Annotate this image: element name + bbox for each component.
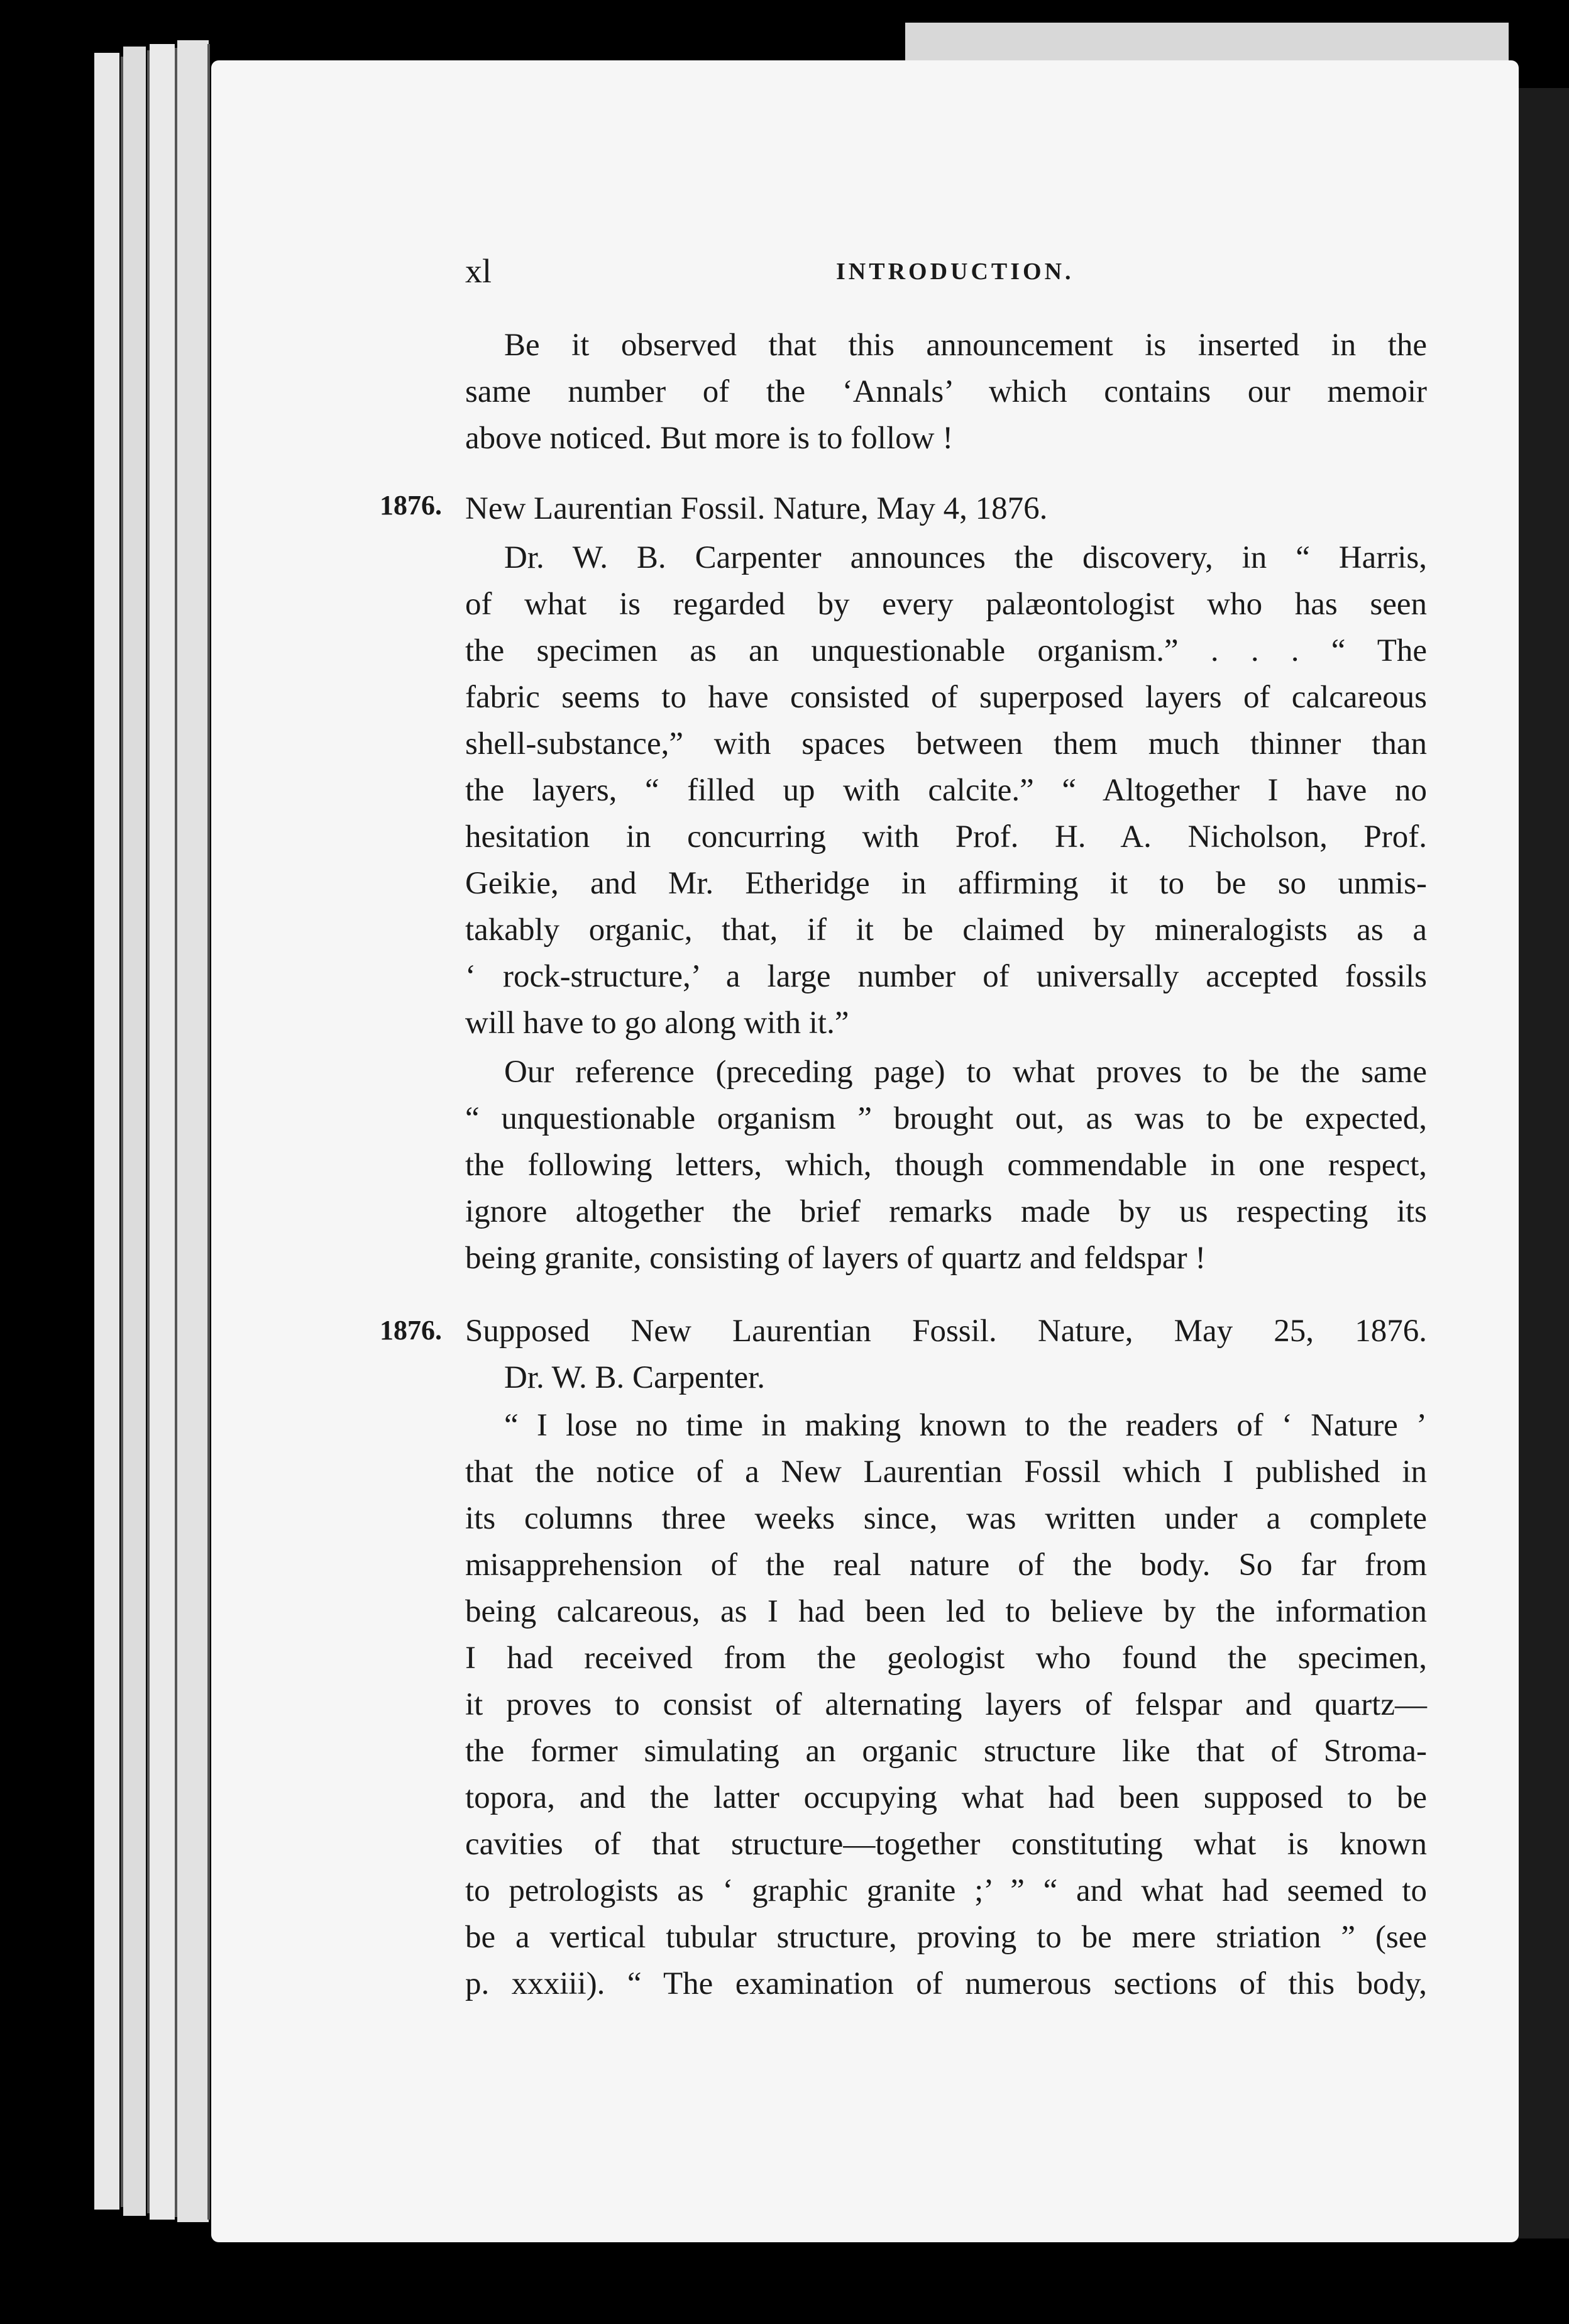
page-stack-line: [121, 57, 123, 2207]
text-line: Geikie, and Mr. Etheridge in affirming it to be so unmis-: [465, 866, 1427, 901]
text-line: topora, and the latter occupying what had been supposed to be: [465, 1780, 1427, 1815]
text-line: will have to go along with it.”: [465, 1005, 849, 1041]
text-line: p. xxxiii). “ The examination of numerous sections of this body,: [465, 1966, 1427, 2001]
text-line: Our reference (preceding page) to what proves to be the same: [504, 1054, 1427, 1090]
page-number: xl: [465, 252, 492, 290]
entry-author: Dr. W. B. Carpenter.: [504, 1360, 766, 1395]
page-stack-line: [147, 50, 150, 2213]
text-line: being granite, consisting of layers of quartz and feldspar !: [465, 1241, 1206, 1276]
text-line: the layers, “ filled up with calcite.” “ Altogether I have no: [465, 773, 1427, 808]
text-line: above noticed. But more is to follow !: [465, 421, 954, 456]
text-line: shell-substance,” with spaces between them much thinner than: [465, 726, 1427, 761]
text-line: Be it observed that this announcement is inserted in the: [504, 328, 1427, 363]
text-line: to petrologists as ‘ graphic granite ;’ ” “ and what had seemed to: [465, 1873, 1427, 1908]
text-line: hesitation in concurring with Prof. H. A. Nicholson, Prof.: [465, 819, 1427, 855]
entry-title: New Laurentian Fossil. Nature, May 4, 1876.: [465, 491, 1048, 526]
text-line: takably organic, that, if it be claimed by mineralogists as a: [465, 912, 1427, 948]
text-line: be a vertical tubular structure, proving to be mere striation ” (see: [465, 1920, 1427, 1955]
running-header: INTRODUCTION.: [836, 258, 1074, 285]
text-line: “ unquestionable organism ” brought out, as was to be expected,: [465, 1101, 1427, 1136]
text-line: the following letters, which, though commendable in one respect,: [465, 1148, 1427, 1183]
top-page-strip: [905, 23, 1509, 62]
text-line: Dr. W. B. Carpenter announces the discovery, in “ Harris,: [504, 540, 1427, 575]
text-line: misapprehension of the real nature of the body. So far from: [465, 1547, 1427, 1583]
text-line: being calcareous, as I had been led to believe by the information: [465, 1594, 1427, 1629]
entry-year: 1876.: [380, 1315, 442, 1346]
text-line: “ I lose no time in making known to the readers of ‘ Nature ’: [504, 1408, 1427, 1443]
page-stack-edge: [177, 40, 209, 2222]
entry-year: 1876.: [380, 490, 442, 521]
text-line: that the notice of a New Laurentian Fossil which I published in: [465, 1454, 1427, 1490]
text-line: ignore altogether the brief remarks made by us respecting its: [465, 1194, 1427, 1229]
page-stack-line: [207, 44, 210, 2220]
page-stack-edge: [123, 47, 146, 2216]
text-line: same number of the ‘Annals’ which contains our memoir: [465, 374, 1427, 409]
text-line: ‘ rock-structure,’ a large number of universally accepted fossils: [465, 959, 1427, 994]
text-line: cavities of that structure—together constituting what is known: [465, 1827, 1427, 1862]
text-line: its columns three weeks since, was written under a complete: [465, 1501, 1427, 1536]
text-line: the former simulating an organic structure like that of Stroma-: [465, 1734, 1427, 1769]
right-page-fold: [1515, 88, 1569, 2238]
page-stack-edge: [94, 53, 119, 2210]
text-line: it proves to consist of alternating layers of felspar and quartz—: [465, 1687, 1427, 1722]
text-line: the specimen as an unquestionable organism.” . . . “ The: [465, 633, 1427, 668]
page-stack-edge: [150, 44, 175, 2220]
text-line: I had received from the geologist who found the specimen,: [465, 1641, 1427, 1676]
text-line: of what is regarded by every palæontologist who has seen: [465, 587, 1427, 622]
entry-title: Supposed New Laurentian Fossil. Nature, May 25, 1876.: [465, 1314, 1427, 1349]
page-stack-line: [175, 48, 177, 2217]
text-line: fabric seems to have consisted of superposed layers of calcareous: [465, 680, 1427, 715]
